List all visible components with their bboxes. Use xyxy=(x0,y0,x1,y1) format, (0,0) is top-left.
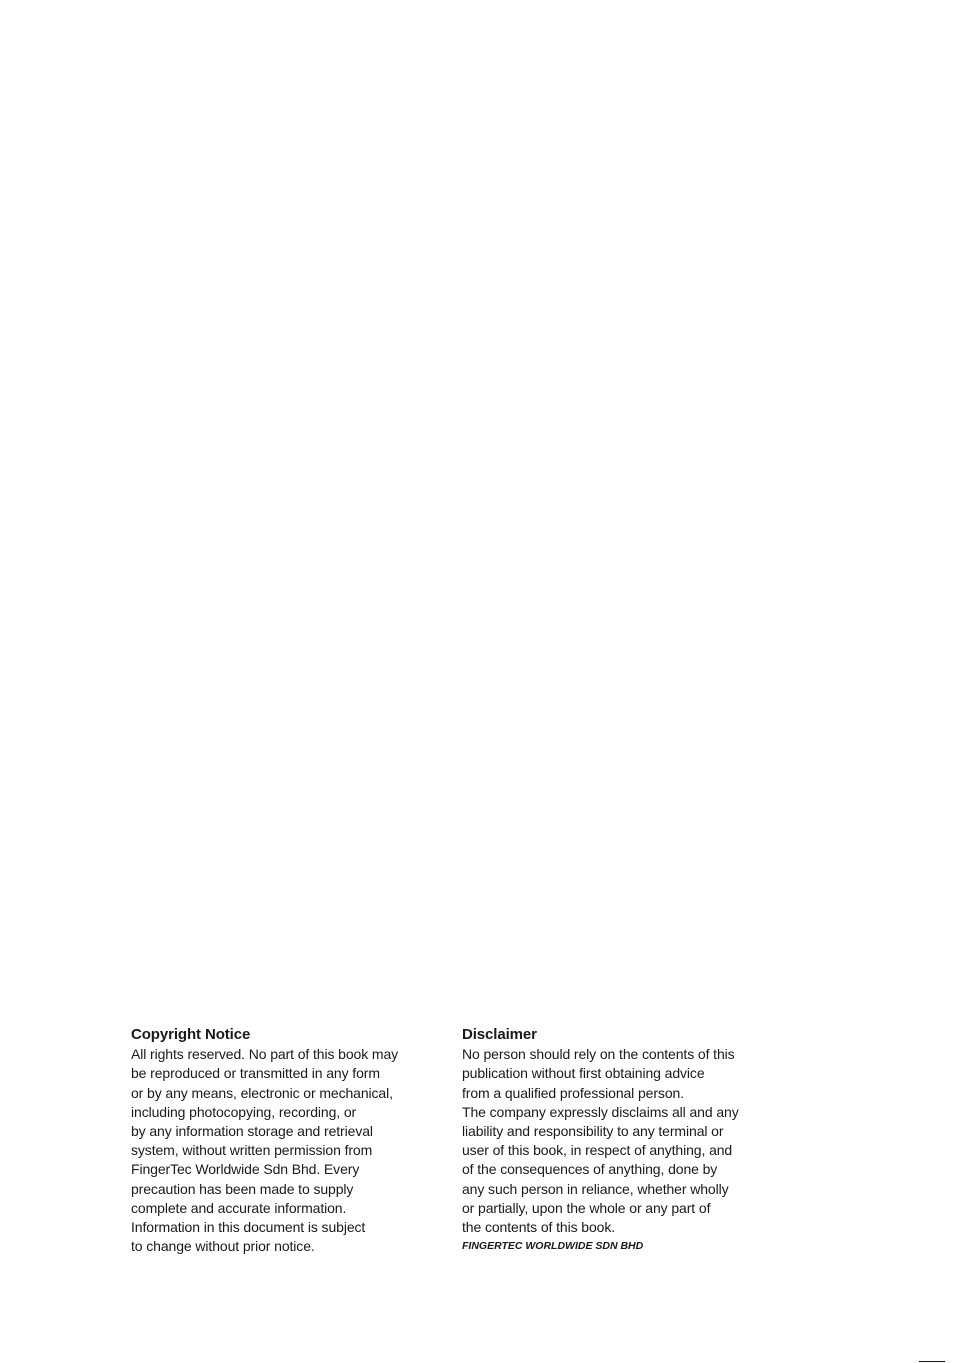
copyright-notice-section xyxy=(131,1025,441,1256)
disclaimer-line: No person should rely on the contents of this xyxy=(462,1046,735,1063)
copyright-line: precaution has been made to supply xyxy=(131,1180,354,1197)
copyright-notice-heading: Copyright Notice xyxy=(131,1026,251,1043)
disclaimer-line: publication without first obtaining advice xyxy=(462,1065,705,1082)
copyright-line: or by any means, electronic or mechanical, xyxy=(131,1084,393,1101)
copyright-line: Information in this document is subject xyxy=(131,1219,366,1236)
disclaimer-line: or partially, upon the whole or any part of xyxy=(462,1199,711,1216)
copyright-line: by any information storage and retrieval xyxy=(131,1123,373,1140)
copyright-line: including photocopying, recording, or xyxy=(131,1103,357,1120)
disclaimer-heading: Disclaimer xyxy=(462,1026,537,1043)
copyright-line: be reproduced or transmitted in any form xyxy=(131,1065,380,1082)
disclaimer-section xyxy=(462,1025,782,1256)
disclaimer-line: from a qualified professional person. xyxy=(462,1084,684,1101)
disclaimer-line: any such person in reliance, whether wholly xyxy=(462,1180,729,1197)
copyright-line: All rights reserved. No part of this book may xyxy=(131,1046,399,1063)
disclaimer-line: liability and responsibility to any terminal or xyxy=(462,1123,724,1140)
disclaimer-line: The company expressly disclaims all and any xyxy=(462,1103,739,1120)
copyright-line: system, without written permission from xyxy=(131,1142,373,1159)
disclaimer-line: user of this book, in respect of anything, and xyxy=(462,1142,733,1159)
copyright-line: to change without prior notice. xyxy=(131,1238,315,1255)
disclaimer-line: of the consequences of anything, done by xyxy=(462,1161,718,1178)
company-name: FINGERTEC WORLDWIDE SDN BHD xyxy=(462,1240,644,1253)
copyright-line: complete and accurate information. xyxy=(131,1199,347,1216)
copyright-line: FingerTec Worldwide Sdn Bhd. Every xyxy=(131,1161,360,1178)
page-corner-rule xyxy=(919,1361,945,1362)
disclaimer-line: the contents of this book. xyxy=(462,1219,616,1236)
